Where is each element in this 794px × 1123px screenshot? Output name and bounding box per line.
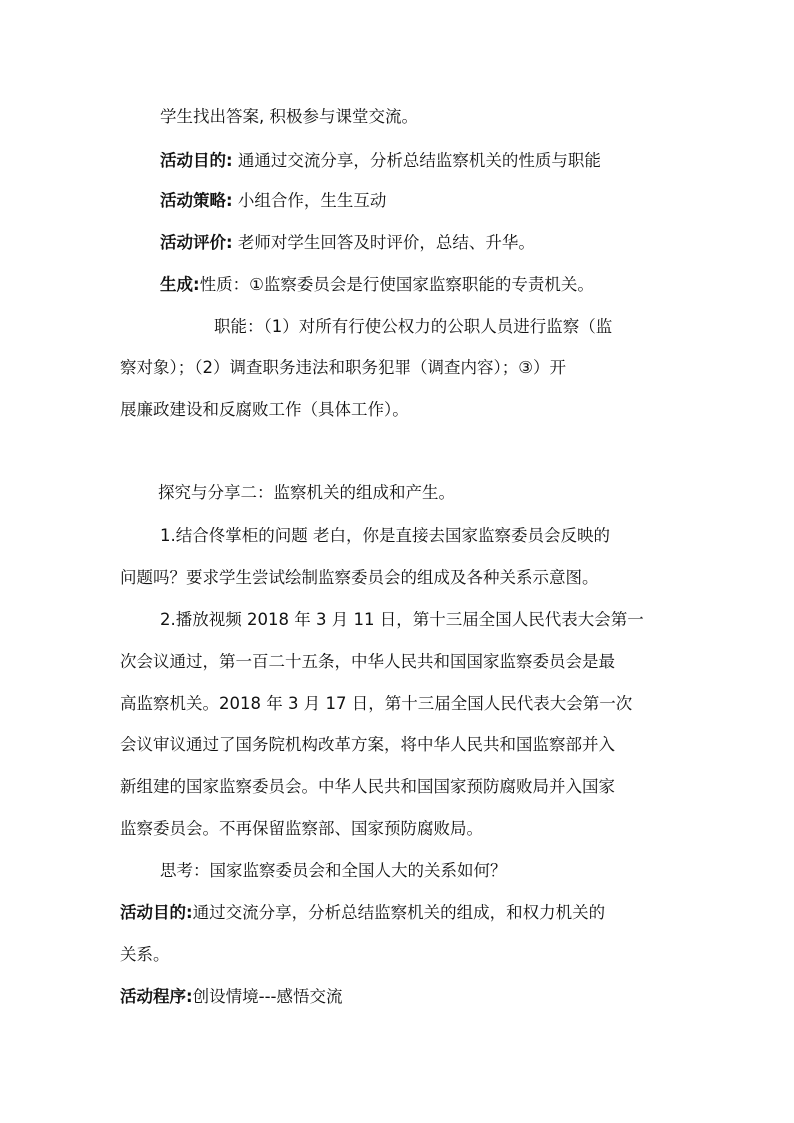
activity-procedure-line: 活动程序:创设情境---感悟交流 bbox=[120, 987, 343, 1006]
generation-line: 生成:性质：①监察委员会是行使国家监察职能的专责机关。 bbox=[160, 275, 594, 294]
paragraph-line: 学生找出答案, 积极参与课堂交流。 bbox=[160, 107, 418, 126]
paragraph-line: 新组建的国家监察委员会。中华人民共和国国家预防腐败局并入国家 bbox=[120, 777, 615, 796]
paragraph-line: 2.播放视频 2018 年 3 月 11 日，第十三届全国人民代表大会第一 bbox=[160, 610, 644, 629]
activity-purpose-line-2: 活动目的:通过交流分享，分析总结监察机关的组成，和权力机关的 bbox=[120, 903, 606, 922]
paragraph-line: 高监察机关。2018 年 3 月 17 日，第十三届全国人民代表大会第一次 bbox=[120, 694, 633, 713]
paragraph-line: 1.结合佟掌柜的问题 老白，你是直接去国家监察委员会反映的 bbox=[160, 526, 610, 545]
activity-evaluation-line: 活动评价: 老师对学生回答及时评价，总结、升华。 bbox=[160, 233, 535, 252]
activity-purpose-line: 活动目的: 通通过交流分享，分析总结监察机关的性质与职能 bbox=[160, 151, 601, 170]
paragraph-line: 次会议通过，第一百二十五条，中华人民共和国国家监察委员会是最 bbox=[120, 652, 615, 671]
activity-purpose-label: 活动目的: bbox=[160, 151, 233, 170]
generation-label: 生成: bbox=[160, 275, 200, 294]
paragraph-line: 关系。 bbox=[120, 945, 170, 964]
section-heading: 探究与分享二：监察机关的组成和产生。 bbox=[158, 483, 455, 502]
activity-purpose-label-2: 活动目的: bbox=[120, 903, 193, 922]
activity-procedure-label: 活动程序: bbox=[120, 987, 193, 1006]
paragraph-line: 察对象）；（2）调查职务违法和职务犯罪（调查内容）；③）开 bbox=[120, 358, 567, 377]
paragraph-line: 展廉政建设和反腐败工作（具体工作）。 bbox=[120, 400, 409, 419]
paragraph-line: 监察委员会。不再保留监察部、国家预防腐败局。 bbox=[120, 819, 483, 838]
activity-evaluation-label: 活动评价: bbox=[160, 233, 233, 252]
paragraph-line: 职能：（1）对所有行使公权力的公职人员进行监察（监 bbox=[214, 317, 613, 336]
paragraph-line: 问题吗？要求学生尝试绘制监察委员会的组成及各种关系示意图。 bbox=[120, 568, 599, 587]
question-line: 思考：国家监察委员会和全国人大的关系如何？ bbox=[160, 861, 507, 880]
activity-strategy-line: 活动策略: 小组合作，生生互动 bbox=[160, 191, 387, 210]
activity-strategy-label: 活动策略: bbox=[160, 191, 233, 210]
paragraph-line: 会议审议通过了国务院机构改革方案，将中华人民共和国监察部并入 bbox=[120, 735, 615, 754]
